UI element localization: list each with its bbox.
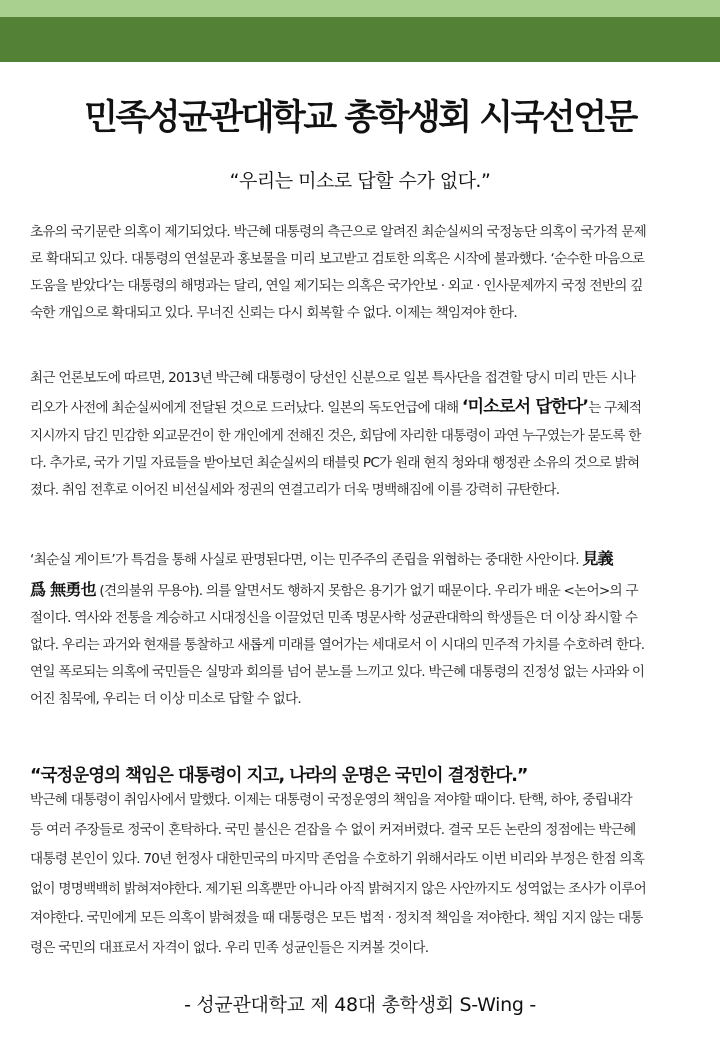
text-line: 최근 언론보도에 따르면, 2013년 박근혜 대통령이 당선인 신분으로 일본 특사단을 접견할 당시 미리 만든 시나 [30, 370, 636, 386]
text-line: 어진 침묵에, 우리는 더 이상 미소로 답할 수 없다. [30, 691, 301, 707]
text-line: 연일 폭로되는 의혹에 국민들은 실망과 회의를 넘어 분노를 느끼고 있다. 박근혜 대통령의 진정성 없는 사과와 이 [30, 664, 645, 680]
text-line: 절이다. 역사와 전통을 계승하고 시대정신을 이끌었던 민족 명문사학 성균관대학의 학생들은 더 이상 좌시할 수 [30, 610, 638, 626]
quote-heading: “국정운영의 책임은 대통령이 지고, 나라의 운명은 국민이 결정한다.” [30, 766, 528, 786]
text-line: 져야한다. 국민에게 모든 의혹이 밝혀졌을 때 대통령은 모든 법적 · 정치적 책임을 져야한다. 책임 지지 않는 대통 [30, 910, 643, 927]
text-line: 등 여러 주장들로 정국이 혼탁하다. 국민 불신은 걷잡을 수 없이 커져버렸다. 결국 모든 논란의 정점에는 박근혜 [30, 821, 636, 838]
paragraph-1 [30, 219, 695, 327]
hanja-phrase: 爲 無勇也 [30, 580, 96, 599]
hanja-phrase: 見義 [582, 549, 613, 568]
paragraph-3 [30, 543, 695, 713]
document-title: 민족성균관대학교 총학생회 시국선언문 [84, 98, 636, 138]
text-line: 박근혜 대통령이 취임사에서 말했다. 이제는 대통령이 국정운영의 책임을 져야할 때이다. 탄핵, 하야, 중립내각 [30, 792, 632, 808]
text-line: 졌다. 취임 전후로 이어진 비선실세와 정권의 연결고리가 더욱 명백해짐에 이를 강력히 규탄한다. [30, 482, 560, 498]
text-line: 로 확대되고 있다. 대통령의 연설문과 홍보물을 미리 보고받고 검토한 의혹은 시작에 불과했다. ‘순수한 마음으로 [30, 251, 645, 267]
header-band-light [0, 0, 720, 17]
text-segment: ‘최순실 게이트’가 특검을 통해 사실로 판명된다면, 이는 민주주의 존립을 위협하는 중대한 사안이다. [30, 552, 583, 568]
text-segment: 리오가 사전에 최순실씨에게 전달된 것으로 드러났다. 일본의 독도언급에 대해 [30, 400, 462, 416]
header-band-dark [0, 17, 720, 62]
text-line: 숙한 개입으로 확대되고 있다. 무너진 신뢰는 다시 회복할 수 없다. 이제는 책임져야 한다. [30, 305, 517, 321]
text-line [30, 543, 695, 574]
text-segment: 는 구체적 [588, 400, 642, 416]
text-segment: (견의불위 무용야). 의를 알면서도 행하지 못함은 용기가 없기 때문이다. 우리가 배운 <논어>의 구 [95, 583, 638, 599]
text-line: 도움을 받았다’는 대통령의 해명과는 달리, 연일 제기되는 의혹은 국가안보 · 외교 · 인사문제까지 국정 전반의 깊 [30, 278, 643, 294]
text-line: 없다. 우리는 과거와 현재를 통찰하고 새롭게 미래를 열어가는 세대로서 이 시대의 민주적 가치를 수호하려 한다. [30, 637, 645, 653]
document-subtitle: “우리는 미소로 답할 수가 없다.” [229, 170, 491, 192]
emphasized-quote: ‘미소로서 답한다’ [461, 397, 589, 417]
text-line: 령은 국민의 대표로서 자격이 없다. 우리 민족 성균인들은 지켜볼 것이다. [30, 939, 429, 956]
text-line: 대통령 본인이 있다. 70년 헌정사 대한민국의 마지막 존엄을 수호하기 위해서라도 이번 비리와 부정은 한점 의혹 [30, 851, 645, 868]
text-line: 다. 추가로, 국가 기밀 자료들을 받아보던 최순실씨의 태블릿 PC가 원래 현직 청와대 행정관 소유의 것으로 밝혀 [30, 455, 640, 471]
signature: - 성균관대학교 제 48대 총학생회 S-Wing - [184, 994, 536, 1016]
text-line: 지시까지 담긴 민감한 외교문건이 한 개인에게 전해진 것은, 회담에 자리한 대통령이 과연 누구였는가 묻도록 한 [30, 428, 641, 444]
text-line [30, 574, 695, 605]
text-line: 초유의 국기문란 의혹이 제기되었다. 박근혜 대통령의 측근으로 알려진 최순실씨의 국정농단 의혹이 국가적 문제 [30, 224, 646, 240]
text-line [30, 392, 695, 423]
text-line: 없이 명명백백히 밝혀져야한다. 제기된 의혹뿐만 아니라 아직 밝혀지지 않은 사안까지도 성역없는 조사가 이루어 [30, 880, 646, 897]
paragraph-4 [30, 786, 695, 964]
paragraph-2 [30, 365, 695, 504]
